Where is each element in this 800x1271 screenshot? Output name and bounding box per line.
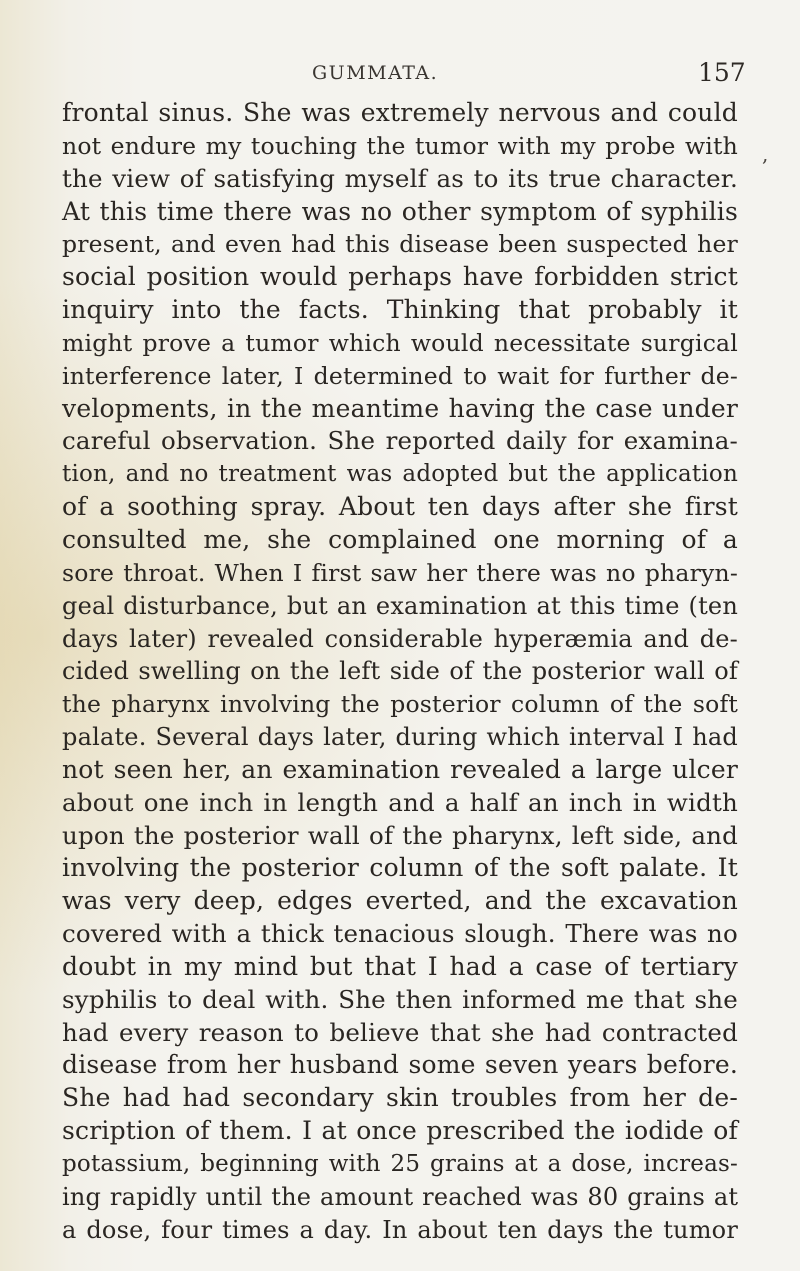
- text-line: interference later, I determined to wait for further de-: [62, 361, 738, 390]
- text-line: disease from her husband some seven years before.: [62, 1050, 738, 1080]
- text-line: consulted me, she complained one morning of a: [62, 524, 738, 554]
- running-head: GUMMATA.: [312, 62, 439, 84]
- text-line: might prove a tumor which would necessitate surgical: [62, 328, 738, 357]
- page-header: [0, 58, 800, 88]
- text-line: had every reason to believe that she had contracted: [62, 1017, 738, 1047]
- text-line: covered with a thick tenacious slough. There was no: [62, 919, 738, 949]
- text-line: ing rapidly until the amount reached was 80 grains at: [62, 1182, 739, 1211]
- text-line: involving the posterior column of the soft palate. It: [62, 853, 738, 883]
- text-line: careful observation. She reported daily for examina-: [62, 426, 738, 456]
- text-line: a dose, four times a day. In about ten days the tumor: [62, 1215, 738, 1244]
- text-line: velopments, in the meantime having the case under: [62, 393, 738, 423]
- text-line: of a soothing spray. About ten days after she first: [62, 492, 738, 522]
- text-line: She had had secondary skin troubles from her de-: [62, 1083, 738, 1113]
- text-line: days later) revealed considerable hyperæmia and de-: [62, 624, 738, 653]
- text-line: syphilis to deal with. She then informed me that she: [62, 984, 738, 1014]
- text-line: geal disturbance, but an examination at this time (ten: [62, 591, 738, 620]
- text-line: cided swelling on the left side of the posterior wall of: [62, 657, 738, 686]
- text-line: about one inch in length and a half an inch in width: [62, 787, 738, 817]
- text-line: scription of them. I at once prescribed the iodide of: [62, 1116, 738, 1146]
- text-line: potassium, beginning with 25 grains at a dose, increas-: [62, 1151, 738, 1177]
- text-line: not endure my touching the tumor with my probe with: [62, 131, 738, 160]
- text-line: doubt in my mind but that I had a case of tertiary: [62, 951, 738, 981]
- text-line: was very deep, edges everted, and the excavation: [62, 886, 738, 916]
- text-line: upon the posterior wall of the pharynx, left side, and: [62, 820, 738, 850]
- page-number: 157: [698, 58, 746, 87]
- text-line: tion, and no treatment was adopted but the application: [62, 461, 738, 488]
- text-line: present, and even had this disease been suspected her: [62, 230, 738, 259]
- text-line: not seen her, an examination revealed a large ulcer: [62, 754, 738, 784]
- text-line: the pharynx involving the posterior column of the soft: [62, 690, 738, 719]
- text-line: At this time there was no other symptom of syphilis: [62, 196, 738, 226]
- text-line: the view of satisfying myself as to its true character.: [62, 163, 738, 193]
- text-line: social position would perhaps have forbidden strict: [62, 262, 738, 292]
- text-line: sore throat. When I first saw her there was no pharyn-: [62, 558, 738, 587]
- body-text: [62, 97, 738, 1247]
- text-line: palate. Several days later, during which interval I had: [62, 723, 738, 752]
- text-line: inquiry into the facts. Thinking that probably it: [62, 295, 738, 325]
- margin-mark: ,: [762, 142, 769, 166]
- text-line: frontal sinus. She was extremely nervous and could: [62, 98, 738, 127]
